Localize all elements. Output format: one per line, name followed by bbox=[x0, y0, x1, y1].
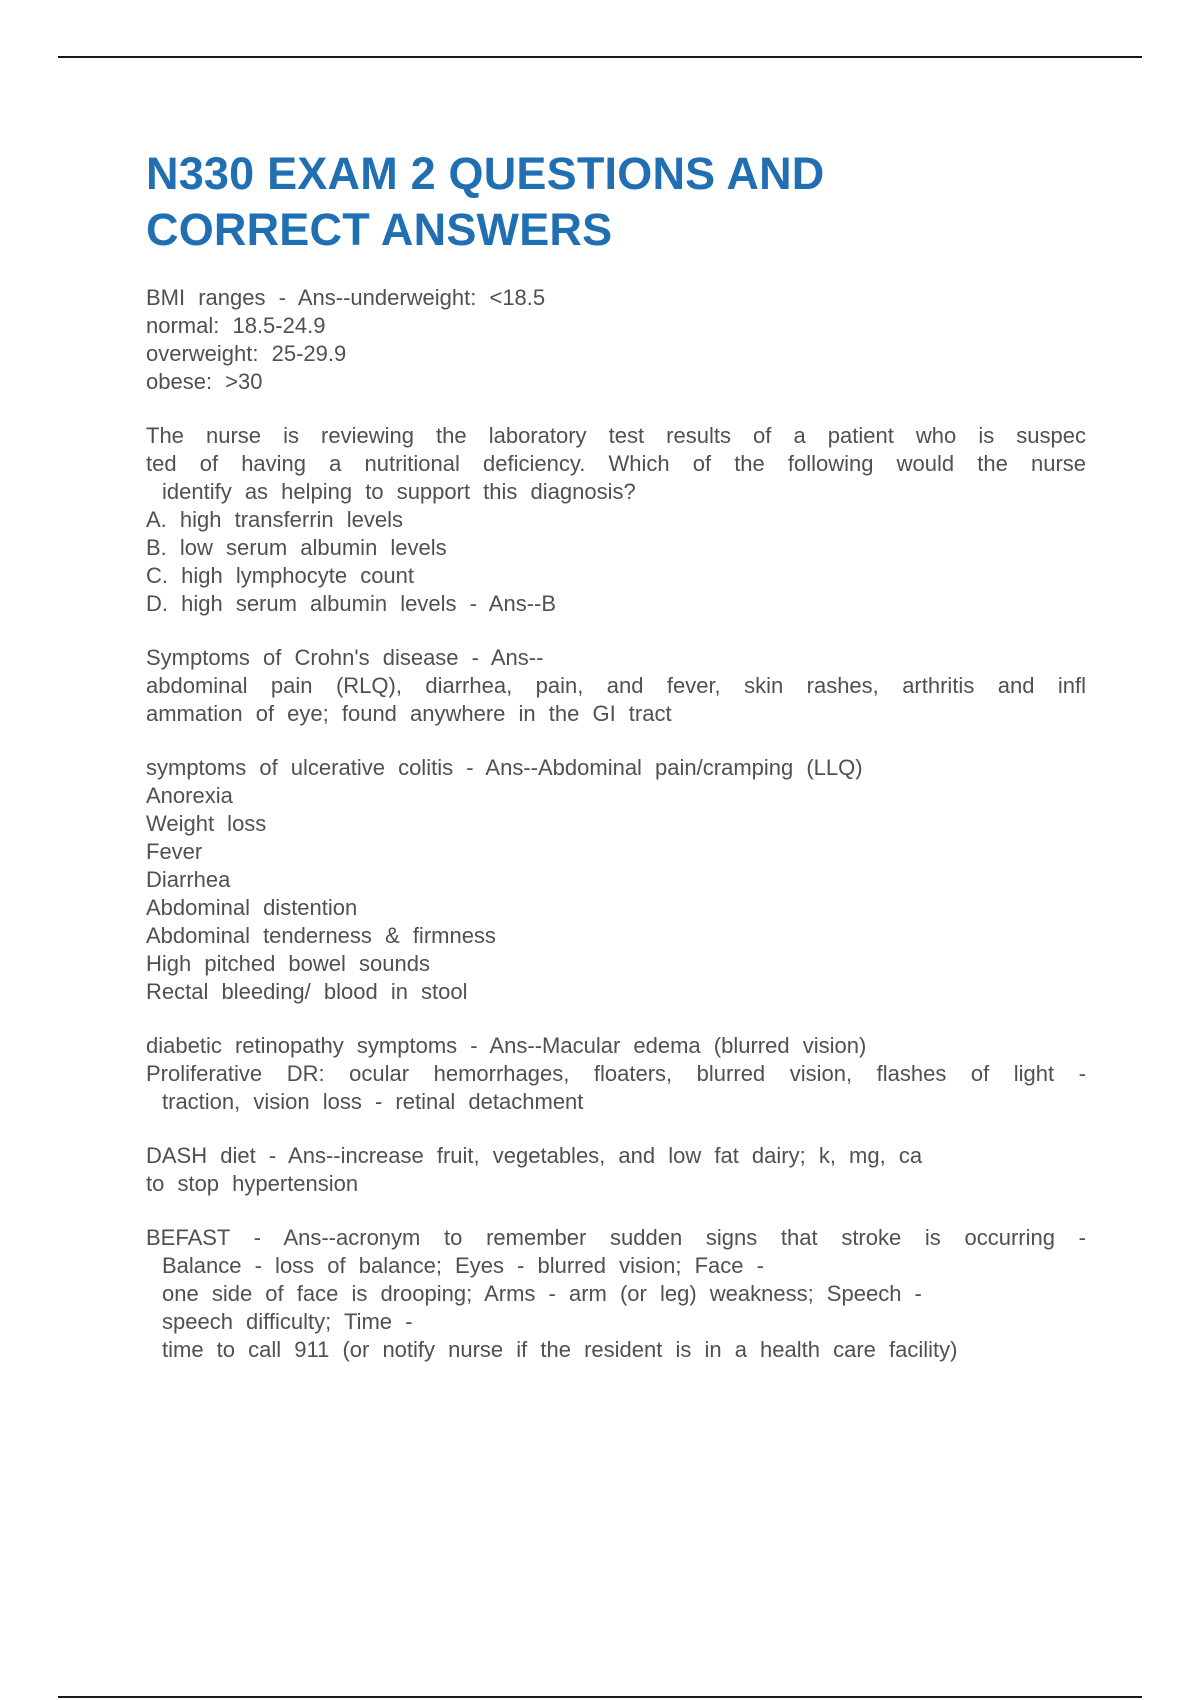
text-line: ammation of eye; found anywhere in the GI tract bbox=[146, 701, 672, 726]
text-line: to stop hypertension bbox=[146, 1171, 359, 1196]
text-line: symptoms of ulcerative colitis - Ans--Abdominal pain/cramping (LLQ) bbox=[146, 755, 863, 780]
text-line: A. high transferrin levels bbox=[146, 507, 403, 532]
text-line: B. low serum albumin levels bbox=[146, 535, 447, 560]
qa-block-befast bbox=[146, 1224, 1086, 1364]
text-line: BMI ranges - Ans--underweight: <18.5 bbox=[146, 285, 546, 310]
text-line: Weight loss bbox=[146, 811, 267, 836]
text-line: High pitched bowel sounds bbox=[146, 951, 430, 976]
text-line: Diarrhea bbox=[146, 867, 231, 892]
text-line: diabetic retinopathy symptoms - Ans--Macular edema (blurred vision) bbox=[146, 1033, 867, 1058]
text-line: one side of face is drooping; Arms - arm (or leg) weakness; Speech - bbox=[162, 1281, 922, 1306]
text-line: BEFAST - Ans--acronym to remember sudden signs that stroke is occurring - bbox=[146, 1225, 1086, 1250]
qa-block-diabetic-retinopathy bbox=[146, 1032, 1086, 1116]
text-line: speech difficulty; Time - bbox=[162, 1309, 413, 1334]
text-line: overweight: 25-29.9 bbox=[146, 341, 347, 366]
page-title bbox=[146, 146, 824, 258]
title-line-2: CORRECT ANSWERS bbox=[146, 204, 613, 255]
text-line: normal: 18.5-24.9 bbox=[146, 313, 326, 338]
document-body bbox=[146, 284, 1086, 1390]
text-line: D. high serum albumin levels - Ans--B bbox=[146, 591, 557, 616]
text-line: Abdominal distention bbox=[146, 895, 358, 920]
title-line-1: N330 EXAM 2 QUESTIONS AND bbox=[146, 148, 825, 199]
top-rule bbox=[58, 56, 1142, 58]
qa-block-bmi-ranges bbox=[146, 284, 1086, 396]
text-line: Rectal bleeding/ blood in stool bbox=[146, 979, 468, 1004]
text-line: traction, vision loss - retinal detachment bbox=[162, 1089, 584, 1114]
text-line: time to call 911 (or notify nurse if the resident is in a health care facility) bbox=[162, 1337, 958, 1362]
qa-block-dash-diet bbox=[146, 1142, 1086, 1198]
text-line: abdominal pain (RLQ), diarrhea, pain, and fever, skin rashes, arthritis and infl bbox=[146, 673, 1086, 698]
bottom-rule bbox=[58, 1696, 1142, 1698]
qa-block-nutritional-deficiency-question bbox=[146, 422, 1086, 618]
text-line: DASH diet - Ans--increase fruit, vegetables, and low fat dairy; k, mg, ca bbox=[146, 1143, 923, 1168]
text-line: Fever bbox=[146, 839, 203, 864]
text-line: Proliferative DR: ocular hemorrhages, floaters, blurred vision, flashes of light - bbox=[146, 1061, 1086, 1086]
text-line: C. high lymphocyte count bbox=[146, 563, 415, 588]
text-line: Symptoms of Crohn's disease - Ans-- bbox=[146, 645, 544, 670]
text-line: identify as helping to support this diagnosis? bbox=[162, 479, 636, 504]
text-line: ted of having a nutritional deficiency. Which of the following would the nurse bbox=[146, 451, 1086, 476]
text-line: Abdominal tenderness & firmness bbox=[146, 923, 496, 948]
qa-block-crohns-symptoms bbox=[146, 644, 1086, 728]
text-line: Balance - loss of balance; Eyes - blurred vision; Face - bbox=[162, 1253, 764, 1278]
text-line: obese: >30 bbox=[146, 369, 263, 394]
qa-block-ulcerative-colitis-symptoms bbox=[146, 754, 1086, 1006]
text-line: Anorexia bbox=[146, 783, 233, 808]
text-line: The nurse is reviewing the laboratory test results of a patient who is suspec bbox=[146, 423, 1086, 448]
